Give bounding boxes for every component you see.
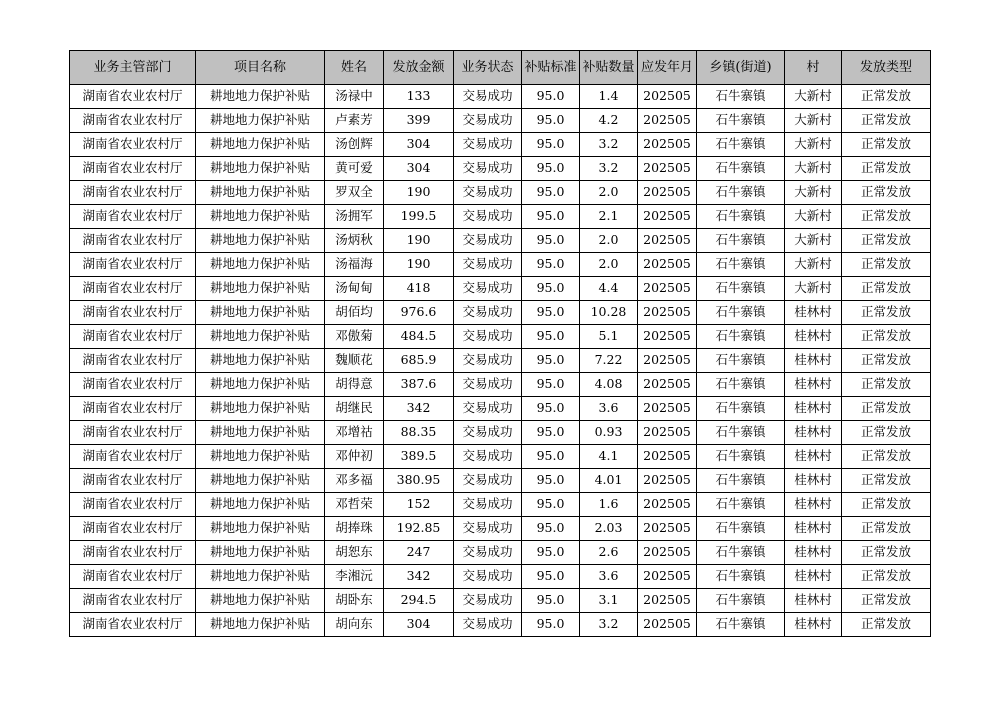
payment-month-cell: 202505 [638, 589, 697, 613]
table-row [70, 445, 931, 469]
village-cell: 桂林村 [785, 445, 842, 469]
subsidy-quantity-cell: 3.2 [580, 133, 638, 157]
header-row [70, 51, 931, 85]
township-cell: 石牛寨镇 [697, 277, 785, 301]
village-cell: 大新村 [785, 181, 842, 205]
project-name-cell: 耕地地力保护补贴 [196, 445, 325, 469]
status-cell: 交易成功 [454, 277, 522, 301]
payment-type-cell: 正常发放 [842, 181, 931, 205]
table-row [70, 277, 931, 301]
payment-type-cell: 正常发放 [842, 229, 931, 253]
department-cell: 湖南省农业农村厅 [70, 445, 196, 469]
department-cell: 湖南省农业农村厅 [70, 301, 196, 325]
subsidy-quantity-cell: 7.22 [580, 349, 638, 373]
subsidy-rate-cell: 95.0 [522, 493, 580, 517]
village-cell: 大新村 [785, 157, 842, 181]
subsidy-quantity-cell: 2.0 [580, 181, 638, 205]
subsidy-rate-cell: 95.0 [522, 541, 580, 565]
amount-cell: 192.85 [384, 517, 454, 541]
status-cell: 交易成功 [454, 85, 522, 109]
project-name-cell: 耕地地力保护补贴 [196, 181, 325, 205]
payment-type-cell: 正常发放 [842, 493, 931, 517]
payment-month-cell: 202505 [638, 181, 697, 205]
project-name-cell: 耕地地力保护补贴 [196, 373, 325, 397]
subsidy-quantity-cell: 10.28 [580, 301, 638, 325]
status-cell: 交易成功 [454, 613, 522, 637]
subsidy-quantity-cell: 4.2 [580, 109, 638, 133]
department-cell: 湖南省农业农村厅 [70, 517, 196, 541]
project-name-cell: 耕地地力保护补贴 [196, 85, 325, 109]
payment-month-cell: 202505 [638, 469, 697, 493]
table-header [70, 51, 931, 85]
township-cell: 石牛寨镇 [697, 373, 785, 397]
village-cell: 桂林村 [785, 397, 842, 421]
table-row [70, 517, 931, 541]
name-cell: 胡继民 [325, 397, 384, 421]
status-cell: 交易成功 [454, 349, 522, 373]
department-cell: 湖南省农业农村厅 [70, 109, 196, 133]
subsidy-rate-cell: 95.0 [522, 589, 580, 613]
table-row [70, 229, 931, 253]
subsidy-rate-cell: 95.0 [522, 181, 580, 205]
project-name-cell: 耕地地力保护补贴 [196, 589, 325, 613]
subsidy-quantity-cell: 2.03 [580, 517, 638, 541]
name-cell: 罗双全 [325, 181, 384, 205]
village-cell: 大新村 [785, 133, 842, 157]
column-header-payment-type: 发放类型 [842, 51, 931, 85]
department-cell: 湖南省农业农村厅 [70, 325, 196, 349]
department-cell: 湖南省农业农村厅 [70, 493, 196, 517]
status-cell: 交易成功 [454, 589, 522, 613]
subsidy-rate-cell: 95.0 [522, 325, 580, 349]
subsidy-rate-cell: 95.0 [522, 109, 580, 133]
project-name-cell: 耕地地力保护补贴 [196, 541, 325, 565]
payment-month-cell: 202505 [638, 517, 697, 541]
payment-month-cell: 202505 [638, 157, 697, 181]
payment-month-cell: 202505 [638, 493, 697, 517]
status-cell: 交易成功 [454, 517, 522, 541]
amount-cell: 976.6 [384, 301, 454, 325]
township-cell: 石牛寨镇 [697, 157, 785, 181]
township-cell: 石牛寨镇 [697, 205, 785, 229]
township-cell: 石牛寨镇 [697, 253, 785, 277]
payment-type-cell: 正常发放 [842, 277, 931, 301]
subsidy-quantity-cell: 3.2 [580, 613, 638, 637]
township-cell: 石牛寨镇 [697, 109, 785, 133]
township-cell: 石牛寨镇 [697, 493, 785, 517]
subsidy-quantity-cell: 5.1 [580, 325, 638, 349]
subsidy-rate-cell: 95.0 [522, 205, 580, 229]
name-cell: 汤拥军 [325, 205, 384, 229]
name-cell: 汤炳秋 [325, 229, 384, 253]
subsidy-quantity-cell: 3.1 [580, 589, 638, 613]
subsidy-quantity-cell: 2.1 [580, 205, 638, 229]
department-cell: 湖南省农业农村厅 [70, 469, 196, 493]
name-cell: 邓哲荣 [325, 493, 384, 517]
payment-type-cell: 正常发放 [842, 157, 931, 181]
status-cell: 交易成功 [454, 493, 522, 517]
amount-cell: 190 [384, 253, 454, 277]
table-row [70, 205, 931, 229]
subsidy-quantity-cell: 4.01 [580, 469, 638, 493]
village-cell: 桂林村 [785, 469, 842, 493]
status-cell: 交易成功 [454, 565, 522, 589]
payment-month-cell: 202505 [638, 205, 697, 229]
subsidy-table [69, 50, 931, 637]
project-name-cell: 耕地地力保护补贴 [196, 565, 325, 589]
amount-cell: 399 [384, 109, 454, 133]
village-cell: 桂林村 [785, 325, 842, 349]
column-header-village: 村 [785, 51, 842, 85]
payment-type-cell: 正常发放 [842, 613, 931, 637]
status-cell: 交易成功 [454, 421, 522, 445]
subsidy-rate-cell: 95.0 [522, 613, 580, 637]
subsidy-rate-cell: 95.0 [522, 277, 580, 301]
village-cell: 大新村 [785, 85, 842, 109]
project-name-cell: 耕地地力保护补贴 [196, 109, 325, 133]
payment-type-cell: 正常发放 [842, 397, 931, 421]
payment-month-cell: 202505 [638, 253, 697, 277]
amount-cell: 190 [384, 229, 454, 253]
column-header-name: 姓名 [325, 51, 384, 85]
name-cell: 卢素芳 [325, 109, 384, 133]
table-row [70, 397, 931, 421]
department-cell: 湖南省农业农村厅 [70, 589, 196, 613]
department-cell: 湖南省农业农村厅 [70, 85, 196, 109]
payment-type-cell: 正常发放 [842, 565, 931, 589]
amount-cell: 389.5 [384, 445, 454, 469]
column-header-department: 业务主管部门 [70, 51, 196, 85]
township-cell: 石牛寨镇 [697, 589, 785, 613]
subsidy-rate-cell: 95.0 [522, 397, 580, 421]
project-name-cell: 耕地地力保护补贴 [196, 613, 325, 637]
department-cell: 湖南省农业农村厅 [70, 541, 196, 565]
township-cell: 石牛寨镇 [697, 613, 785, 637]
subsidy-quantity-cell: 1.4 [580, 85, 638, 109]
payment-type-cell: 正常发放 [842, 253, 931, 277]
amount-cell: 304 [384, 157, 454, 181]
project-name-cell: 耕地地力保护补贴 [196, 349, 325, 373]
village-cell: 大新村 [785, 205, 842, 229]
subsidy-rate-cell: 95.0 [522, 157, 580, 181]
payment-type-cell: 正常发放 [842, 589, 931, 613]
village-cell: 大新村 [785, 229, 842, 253]
payment-month-cell: 202505 [638, 133, 697, 157]
project-name-cell: 耕地地力保护补贴 [196, 469, 325, 493]
status-cell: 交易成功 [454, 325, 522, 349]
amount-cell: 247 [384, 541, 454, 565]
amount-cell: 152 [384, 493, 454, 517]
table-row [70, 301, 931, 325]
column-header-subsidy-quantity: 补贴数量 [580, 51, 638, 85]
township-cell: 石牛寨镇 [697, 349, 785, 373]
table-row [70, 349, 931, 373]
department-cell: 湖南省农业农村厅 [70, 229, 196, 253]
project-name-cell: 耕地地力保护补贴 [196, 229, 325, 253]
subsidy-rate-cell: 95.0 [522, 445, 580, 469]
payment-month-cell: 202505 [638, 85, 697, 109]
subsidy-quantity-cell: 4.4 [580, 277, 638, 301]
name-cell: 黄可爱 [325, 157, 384, 181]
township-cell: 石牛寨镇 [697, 565, 785, 589]
township-cell: 石牛寨镇 [697, 133, 785, 157]
payment-type-cell: 正常发放 [842, 109, 931, 133]
table-row [70, 253, 931, 277]
name-cell: 邓增祜 [325, 421, 384, 445]
project-name-cell: 耕地地力保护补贴 [196, 397, 325, 421]
table-row [70, 469, 931, 493]
status-cell: 交易成功 [454, 181, 522, 205]
status-cell: 交易成功 [454, 157, 522, 181]
table-row [70, 541, 931, 565]
payment-type-cell: 正常发放 [842, 469, 931, 493]
column-header-subsidy-rate: 补贴标准 [522, 51, 580, 85]
payment-type-cell: 正常发放 [842, 205, 931, 229]
village-cell: 桂林村 [785, 493, 842, 517]
amount-cell: 342 [384, 565, 454, 589]
subsidy-quantity-cell: 1.6 [580, 493, 638, 517]
village-cell: 大新村 [785, 253, 842, 277]
subsidy-rate-cell: 95.0 [522, 373, 580, 397]
name-cell: 邓傲菊 [325, 325, 384, 349]
subsidy-quantity-cell: 4.1 [580, 445, 638, 469]
subsidy-quantity-cell: 0.93 [580, 421, 638, 445]
subsidy-rate-cell: 95.0 [522, 133, 580, 157]
amount-cell: 387.6 [384, 373, 454, 397]
status-cell: 交易成功 [454, 109, 522, 133]
department-cell: 湖南省农业农村厅 [70, 205, 196, 229]
village-cell: 桂林村 [785, 301, 842, 325]
payment-month-cell: 202505 [638, 541, 697, 565]
subsidy-rate-cell: 95.0 [522, 301, 580, 325]
subsidy-rate-cell: 95.0 [522, 349, 580, 373]
village-cell: 桂林村 [785, 517, 842, 541]
township-cell: 石牛寨镇 [697, 469, 785, 493]
column-header-payment-month: 应发年月 [638, 51, 697, 85]
subsidy-quantity-cell: 2.6 [580, 541, 638, 565]
subsidy-rate-cell: 95.0 [522, 517, 580, 541]
township-cell: 石牛寨镇 [697, 445, 785, 469]
payment-month-cell: 202505 [638, 565, 697, 589]
table-row [70, 181, 931, 205]
status-cell: 交易成功 [454, 541, 522, 565]
payment-month-cell: 202505 [638, 301, 697, 325]
department-cell: 湖南省农业农村厅 [70, 157, 196, 181]
name-cell: 汤甸甸 [325, 277, 384, 301]
table-row [70, 589, 931, 613]
department-cell: 湖南省农业农村厅 [70, 613, 196, 637]
amount-cell: 380.95 [384, 469, 454, 493]
amount-cell: 88.35 [384, 421, 454, 445]
payment-type-cell: 正常发放 [842, 325, 931, 349]
village-cell: 桂林村 [785, 373, 842, 397]
name-cell: 胡恕东 [325, 541, 384, 565]
subsidy-quantity-cell: 4.08 [580, 373, 638, 397]
table-row [70, 421, 931, 445]
payment-month-cell: 202505 [638, 325, 697, 349]
amount-cell: 199.5 [384, 205, 454, 229]
payment-type-cell: 正常发放 [842, 373, 931, 397]
payment-month-cell: 202505 [638, 421, 697, 445]
village-cell: 桂林村 [785, 565, 842, 589]
project-name-cell: 耕地地力保护补贴 [196, 157, 325, 181]
status-cell: 交易成功 [454, 229, 522, 253]
name-cell: 汤禄中 [325, 85, 384, 109]
department-cell: 湖南省农业农村厅 [70, 277, 196, 301]
township-cell: 石牛寨镇 [697, 421, 785, 445]
name-cell: 汤创辉 [325, 133, 384, 157]
amount-cell: 484.5 [384, 325, 454, 349]
subsidy-quantity-cell: 3.6 [580, 565, 638, 589]
status-cell: 交易成功 [454, 397, 522, 421]
table-row [70, 325, 931, 349]
payment-month-cell: 202505 [638, 445, 697, 469]
name-cell: 胡卧东 [325, 589, 384, 613]
name-cell: 胡佰均 [325, 301, 384, 325]
project-name-cell: 耕地地力保护补贴 [196, 493, 325, 517]
amount-cell: 190 [384, 181, 454, 205]
table-row [70, 565, 931, 589]
status-cell: 交易成功 [454, 253, 522, 277]
township-cell: 石牛寨镇 [697, 325, 785, 349]
status-cell: 交易成功 [454, 373, 522, 397]
amount-cell: 685.9 [384, 349, 454, 373]
township-cell: 石牛寨镇 [697, 229, 785, 253]
subsidy-quantity-cell: 2.0 [580, 253, 638, 277]
column-header-amount: 发放金额 [384, 51, 454, 85]
payment-month-cell: 202505 [638, 277, 697, 301]
department-cell: 湖南省农业农村厅 [70, 133, 196, 157]
amount-cell: 133 [384, 85, 454, 109]
village-cell: 大新村 [785, 277, 842, 301]
subsidy-quantity-cell: 3.6 [580, 397, 638, 421]
payment-month-cell: 202505 [638, 373, 697, 397]
name-cell: 胡捧珠 [325, 517, 384, 541]
status-cell: 交易成功 [454, 301, 522, 325]
department-cell: 湖南省农业农村厅 [70, 421, 196, 445]
payment-type-cell: 正常发放 [842, 349, 931, 373]
project-name-cell: 耕地地力保护补贴 [196, 517, 325, 541]
status-cell: 交易成功 [454, 133, 522, 157]
payment-month-cell: 202505 [638, 349, 697, 373]
payment-type-cell: 正常发放 [842, 85, 931, 109]
township-cell: 石牛寨镇 [697, 85, 785, 109]
village-cell: 桂林村 [785, 613, 842, 637]
name-cell: 汤福海 [325, 253, 384, 277]
amount-cell: 418 [384, 277, 454, 301]
name-cell: 邓多福 [325, 469, 384, 493]
department-cell: 湖南省农业农村厅 [70, 397, 196, 421]
village-cell: 桂林村 [785, 421, 842, 445]
subsidy-rate-cell: 95.0 [522, 85, 580, 109]
department-cell: 湖南省农业农村厅 [70, 373, 196, 397]
subsidy-rate-cell: 95.0 [522, 421, 580, 445]
subsidy-table-sheet [69, 50, 931, 637]
status-cell: 交易成功 [454, 445, 522, 469]
table-row [70, 157, 931, 181]
amount-cell: 294.5 [384, 589, 454, 613]
name-cell: 胡得意 [325, 373, 384, 397]
department-cell: 湖南省农业农村厅 [70, 349, 196, 373]
name-cell: 胡向东 [325, 613, 384, 637]
table-row [70, 85, 931, 109]
department-cell: 湖南省农业农村厅 [70, 565, 196, 589]
payment-type-cell: 正常发放 [842, 517, 931, 541]
amount-cell: 304 [384, 613, 454, 637]
village-cell: 桂林村 [785, 349, 842, 373]
name-cell: 李湘沅 [325, 565, 384, 589]
payment-type-cell: 正常发放 [842, 421, 931, 445]
project-name-cell: 耕地地力保护补贴 [196, 205, 325, 229]
subsidy-rate-cell: 95.0 [522, 565, 580, 589]
name-cell: 魏顺花 [325, 349, 384, 373]
table-row [70, 493, 931, 517]
village-cell: 桂林村 [785, 589, 842, 613]
amount-cell: 304 [384, 133, 454, 157]
project-name-cell: 耕地地力保护补贴 [196, 421, 325, 445]
township-cell: 石牛寨镇 [697, 517, 785, 541]
table-row [70, 373, 931, 397]
payment-type-cell: 正常发放 [842, 301, 931, 325]
column-header-status: 业务状态 [454, 51, 522, 85]
payment-type-cell: 正常发放 [842, 445, 931, 469]
township-cell: 石牛寨镇 [697, 301, 785, 325]
project-name-cell: 耕地地力保护补贴 [196, 277, 325, 301]
table-body [70, 85, 931, 637]
payment-month-cell: 202505 [638, 397, 697, 421]
township-cell: 石牛寨镇 [697, 397, 785, 421]
department-cell: 湖南省农业农村厅 [70, 181, 196, 205]
table-row [70, 109, 931, 133]
subsidy-quantity-cell: 3.2 [580, 157, 638, 181]
column-header-project-name: 项目名称 [196, 51, 325, 85]
township-cell: 石牛寨镇 [697, 541, 785, 565]
project-name-cell: 耕地地力保护补贴 [196, 133, 325, 157]
name-cell: 邓仲初 [325, 445, 384, 469]
township-cell: 石牛寨镇 [697, 181, 785, 205]
subsidy-rate-cell: 95.0 [522, 229, 580, 253]
subsidy-rate-cell: 95.0 [522, 253, 580, 277]
payment-type-cell: 正常发放 [842, 133, 931, 157]
status-cell: 交易成功 [454, 205, 522, 229]
project-name-cell: 耕地地力保护补贴 [196, 301, 325, 325]
table-row [70, 133, 931, 157]
payment-month-cell: 202505 [638, 613, 697, 637]
village-cell: 大新村 [785, 109, 842, 133]
project-name-cell: 耕地地力保护补贴 [196, 253, 325, 277]
payment-month-cell: 202505 [638, 109, 697, 133]
payment-type-cell: 正常发放 [842, 541, 931, 565]
village-cell: 桂林村 [785, 541, 842, 565]
table-row [70, 613, 931, 637]
project-name-cell: 耕地地力保护补贴 [196, 325, 325, 349]
subsidy-quantity-cell: 2.0 [580, 229, 638, 253]
payment-month-cell: 202505 [638, 229, 697, 253]
amount-cell: 342 [384, 397, 454, 421]
column-header-township: 乡镇(街道) [697, 51, 785, 85]
subsidy-rate-cell: 95.0 [522, 469, 580, 493]
department-cell: 湖南省农业农村厅 [70, 253, 196, 277]
status-cell: 交易成功 [454, 469, 522, 493]
